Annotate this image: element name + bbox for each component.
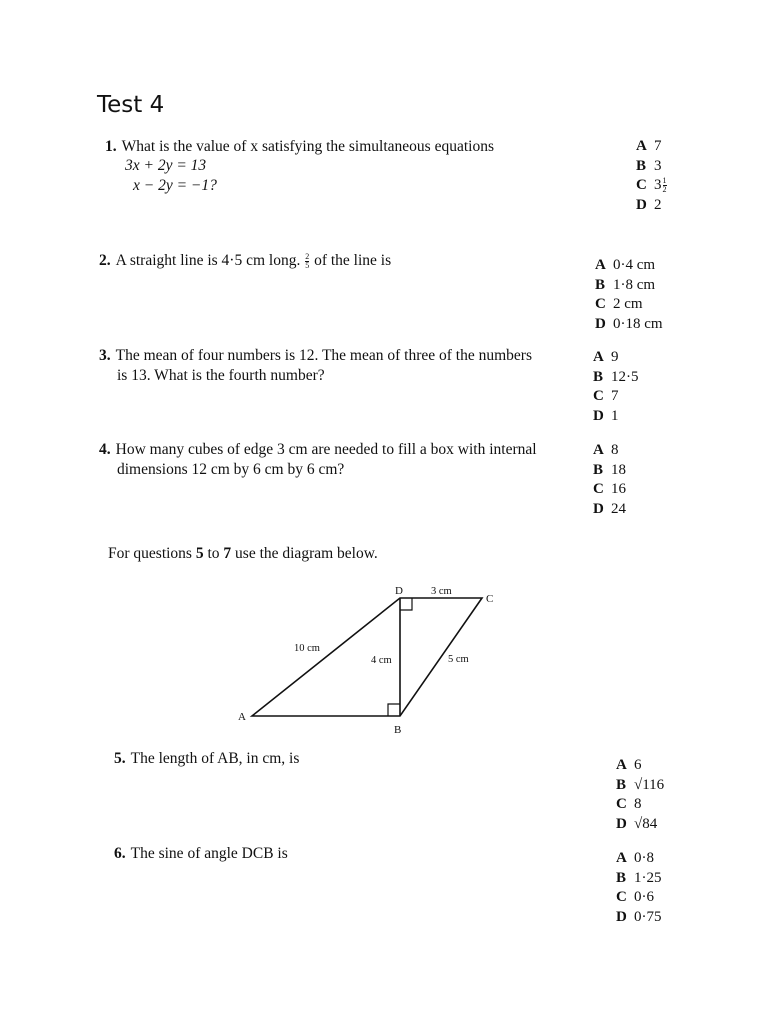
diagram-instruction: For questions 5 to 7 use the diagram below. [108,545,378,562]
option-b[interactable]: B 1·8 cm [595,276,656,293]
label-dc: 3 cm [431,586,452,597]
test-title: Test 4 [97,92,165,118]
equation-1: 3x + 2y = 13 [125,157,207,174]
vertex-d: D [395,585,403,597]
question-number: 6. [114,845,126,862]
equation-2: x − 2y = −1? [133,177,217,194]
option-d[interactable]: D 2 [636,196,662,213]
option-d[interactable]: D 0·18 cm [595,315,663,332]
fraction: $\frac{2}{5}$ [305,251,310,270]
option-c[interactable]: C 16 [593,481,626,497]
question-6-options [616,850,662,928]
question-number: 2. [99,252,111,269]
question-5-options [616,757,664,835]
option-c[interactable]: C 2 cm [595,296,643,312]
question-text: What is the value of x satisfying the simultaneous equations [121,138,494,155]
option-b[interactable]: B 3 [636,157,662,174]
vertex-c: C [486,593,494,605]
question-6: 6. The sine of angle DCB is [114,845,288,862]
option-a[interactable]: A 8 [593,442,619,458]
option-d[interactable]: D 0·75 [616,908,662,925]
option-a[interactable]: A 7 [636,138,662,154]
option-c[interactable]: C 0·6 [616,889,654,905]
option-b[interactable]: B 18 [593,461,626,478]
fraction: $\frac{1}{2}$ [662,176,667,195]
option-d[interactable]: D 24 [593,500,626,517]
option-c[interactable]: C 3 $\frac{1}{2}$ [636,176,667,195]
vertex-a: A [238,711,246,723]
question-3: 3. The mean of four numbers is 12. The mean of three of the numbers is 13. What is the fourth number? [99,347,532,384]
option-b[interactable]: B √116 [616,776,665,793]
option-b[interactable]: B 12·5 [593,368,639,385]
question-number: 1. [105,138,117,155]
option-b[interactable]: B 1·25 [616,869,662,886]
option-a[interactable]: A 0·8 [616,850,654,866]
option-a[interactable]: A 0·4 cm [595,257,656,273]
question-2: 2. A straight line is 4·5 cm long. $\frac{2}{5}$ of the line is [99,251,392,270]
option-d[interactable]: D 1 [593,407,619,424]
label-bc: 5 cm [448,654,469,665]
label-ad: 10 cm [294,643,320,654]
right-angle-d [400,598,412,610]
option-c[interactable]: C 8 [616,796,642,812]
right-angle-b [388,704,400,716]
option-a[interactable]: A 6 [616,757,642,773]
question-number: 4. [99,441,111,458]
question-number: 5. [114,750,126,767]
vertex-b: B [394,724,402,736]
option-d[interactable]: D √84 [616,815,658,832]
label-db: 4 cm [371,655,392,666]
option-c[interactable]: C 7 [593,388,619,404]
question-number: 3. [99,347,111,364]
question-5: 5. The length of AB, in cm, is [114,750,300,767]
question-4: 4. How many cubes of edge 3 cm are needed to fill a box with internal dimensions 12 cm by 6 cm by 6 cm? [99,441,537,478]
option-a[interactable]: A 9 [593,349,619,365]
